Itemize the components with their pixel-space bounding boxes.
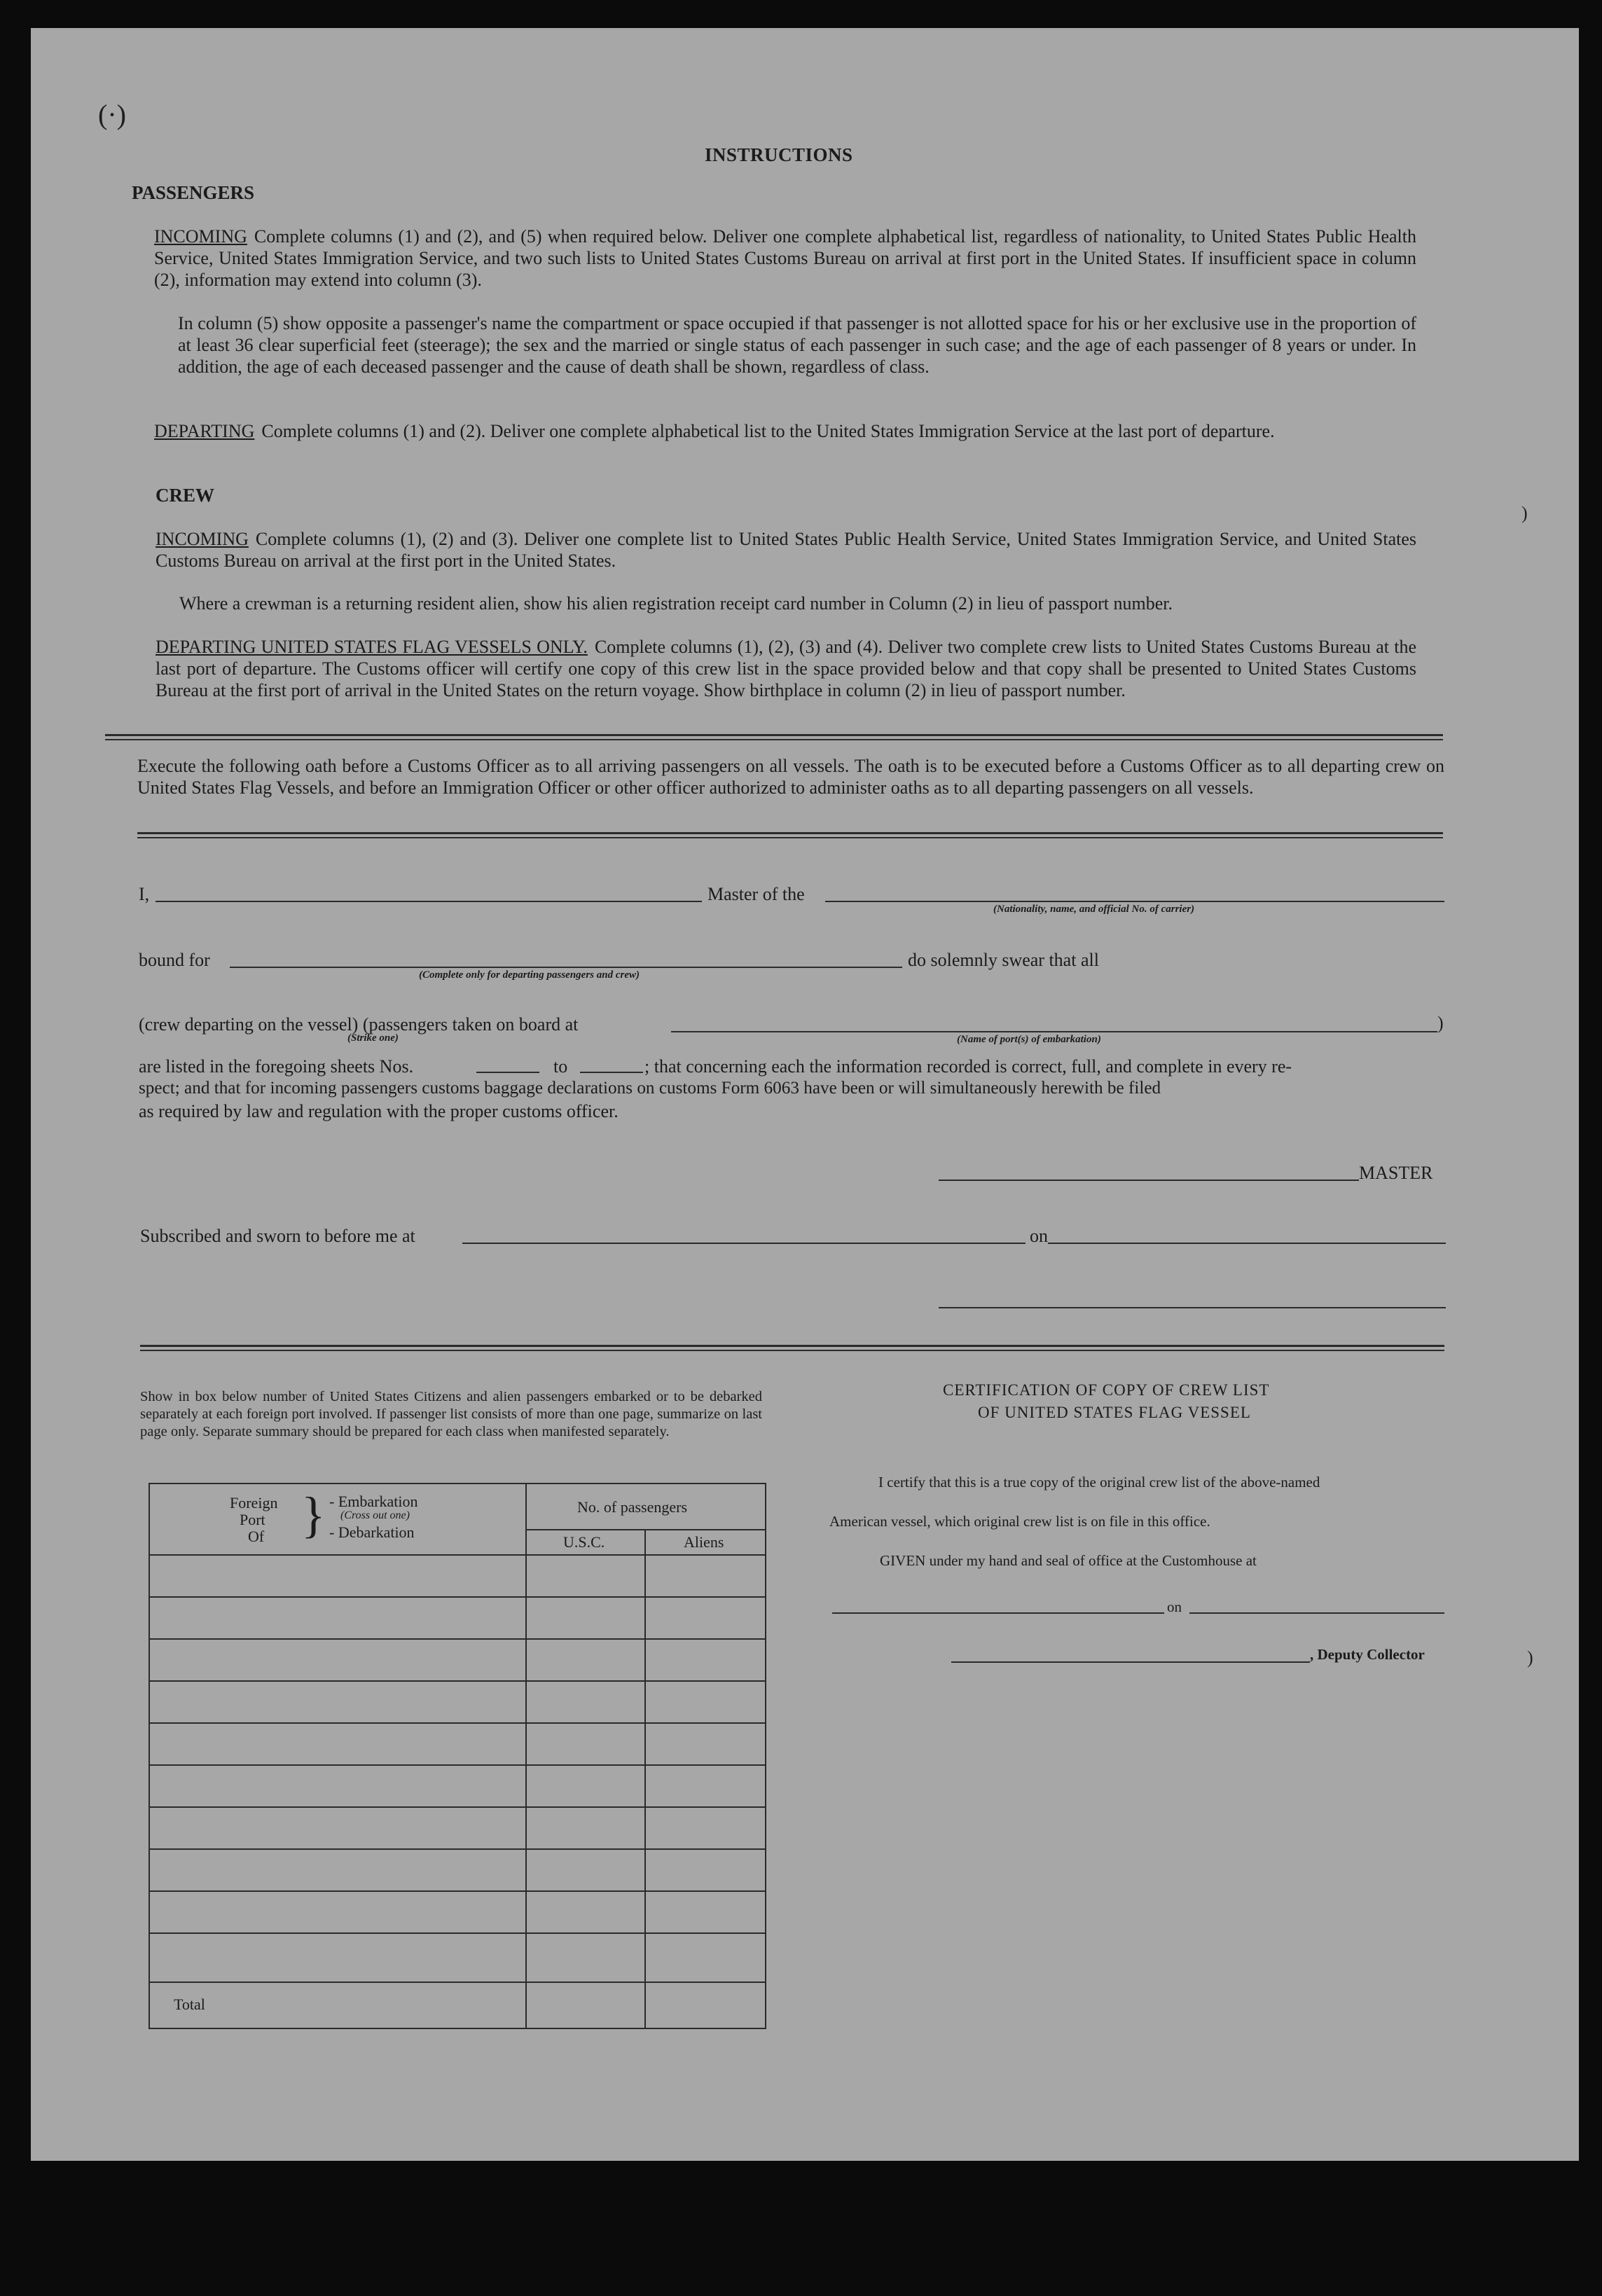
embarkation-port-field[interactable]: [671, 1031, 1437, 1032]
embarkation-label: - Embarkation: [329, 1493, 418, 1510]
bound-for-field[interactable]: [230, 967, 902, 968]
crew-departing-label: (crew departing on the vessel) (passengers taken on board at: [139, 1014, 579, 1035]
passengers-heading: PASSENGERS: [132, 182, 255, 203]
crew-alien-paragraph: Where a crewman is a returning resident alien, show his alien registration receipt card number in Column (2) in lieu of passport number.: [179, 593, 1173, 614]
cert-date-field[interactable]: [1189, 1612, 1444, 1614]
bound-for-label: bound for: [139, 950, 210, 970]
crew-departing-label: DEPARTING UNITED STATES FLAG VESSELS ONLY.: [156, 637, 588, 657]
sheet-to-field[interactable]: [580, 1072, 643, 1073]
cross-out-label: (Cross out one): [340, 1509, 410, 1521]
usc-header: U.S.C.: [563, 1533, 605, 1551]
no-passengers-header: No. of passengers: [577, 1498, 688, 1516]
listed-label-b: ; that concerning each the information recorded is correct, full, and complete in every re-: [644, 1056, 1292, 1077]
sheet-from-field[interactable]: [476, 1072, 539, 1073]
deputy-collector-label: , Deputy Collector: [1310, 1646, 1425, 1663]
departing-label: DEPARTING: [154, 421, 255, 441]
listed-line-2: spect; and that for incoming passengers customs baggage declarations on customs Form 6063 have been or will simultaneously herewith be filed: [139, 1079, 1161, 1098]
certification-title-2: OF UNITED STATES FLAG VESSEL: [978, 1404, 1251, 1421]
total-label: Total: [174, 1996, 205, 2013]
instructions-title: INSTRUCTIONS: [705, 144, 853, 165]
page: (·) ) ) INSTRUCTIONS PASSENGERS INCOMING Complete columns (1) and (2), and (5) when required below. Deliver one complete alphabetical list, regardless of nationality, to United States Public Health Service, United States Immigration Service, and two such lists to United States Customs Bureau on arrival at first port in the United States. If insufficient space in column (2), information may extend into column (3). In column (5) show opposite a passenger's name the compartment or space occupied if that passenger is not allotted space for his or her exclusive use in the proportion of at least 36 clear superficial feet (steerage); the sex and the married or single status of each passenger in such case; and the age of each passenger of 8 years or under. In addition, the age of each deceased passenger and the cause of death shall be shown, regardless of class. DEPARTING Complete columns (1) and (2). Deliver one complete alphabetical list to the United States Immigration Service at the last port of departure. CREW INCOMING Complete columns (1), (2) and (3). Deliver one complete list to United States Public Health Service, United States Immigration Service, and United States Customs Bureau on arrival at the first port in the United States. Where a crewman is a returning resident alien, show his alien registration receipt card number in Column (2) in lieu of passport number. DEPARTING UNITED STATES FLAG VESSELS ONLY. Complete columns (1), (2), (3) and (4). Deliver two complete crew lists to United States Customs Bureau at the last port of departure. The Customs officer will certify one copy of this crew list in the space provided below and that copy shall be presented to United States Customs Bureau at the first port of arrival in the United States on the return voyage. Show birthplace in column (2) in lieu of passport number. Execute the following oath before a Customs Officer as to all arriving passengers on all vessels. The oath is to be executed before a Customs Officer as to all departing crew on United States Flag Vessels, and before an Immigration Officer or other officer authorized to administer oaths as to all departing passengers on all vessels. I, Master of the (Nationality, name, and official No. of carrier) bound for (Complete only for departing passengers and crew) do solemnly swear that all (crew departing on the vessel) (passengers taken on board at (Strike one) ) (Name of port(s) of embarkation) are listed in the foregoing sheets Nos. to ; that concerning each the information recorded is correct, full, and complete in every re- spect; and that for incoming passengers customs baggage declarations on customs Form 6063 have been or will simultaneously herewith be filed as required by law and regulation with the proper customs officer. MASTER Subscribed and sworn to before me at on Show in box below number of United States Citizens and alien passengers embarked or to be debarked separately at each foreign port involved. If passenger list consists of more than one page, summarize on last page only. Separate summary should be prepared for each class when manifested separately. Foreign Port Of } - Embarkation (Cross out one) - Debarkation No. of passengers U.S.C. Aliens Total CERTIFICATION OF COPY OF CREW LIST OF UNITED STATES FLAG VESSEL I certify that this is a true copy of the original crew list of the above-named American vessel, which original crew list is on file in this office. GIVEN under my hand and seal of office at the Customhouse at on , Deputy Collector: [0, 0, 1602, 2296]
crew-incoming-label: INCOMING: [156, 529, 249, 549]
incoming-text: Complete columns (1) and (2), and (5) when required below. Deliver one complete alphabetical list, regardless of nationality, to United States Public Health Service, United States Immigration Service, and two such lists to United States Customs Bureau on arrival at first port in the United States. If insufficient space in column (2), information may extend into column (3).: [154, 226, 1416, 290]
certify-line-1: I certify that this is a true copy of the original crew list of the above-named: [878, 1474, 1320, 1491]
swear-label: do solemnly swear that all: [908, 950, 1099, 970]
sworn-date-field[interactable]: [1048, 1243, 1446, 1244]
oath-i-label: I,: [139, 884, 150, 904]
aliens-header: Aliens: [684, 1533, 724, 1551]
cert-on-label: on: [1167, 1598, 1182, 1615]
bound-for-caption: (Complete only for departing passengers and crew): [419, 969, 640, 981]
deputy-signature-field[interactable]: [951, 1661, 1310, 1663]
of-label: Of: [248, 1528, 265, 1545]
given-line: GIVEN under my hand and seal of office at the Customhouse at: [880, 1552, 1257, 1569]
port-label: Port: [240, 1511, 265, 1528]
crew-incoming-text: Complete columns (1), (2) and (3). Deliver one complete list to United States Public Health Service, United States Immigration Service, and United States Customs Bureau on arrival at the first port in the United States.: [156, 529, 1416, 571]
master-label: MASTER: [1359, 1163, 1433, 1183]
master-signature-field[interactable]: [939, 1180, 1359, 1181]
debarkation-label: - Debarkation: [329, 1523, 415, 1541]
incoming-label: INCOMING: [154, 226, 247, 247]
passengers-incoming-paragraph: [154, 226, 1416, 291]
master-of-the-label: Master of the: [707, 884, 805, 904]
summary-note: Show in box below number of United States Citizens and alien passengers embarked or to be debarked separately at each foreign port involved. If passenger list consists of more than one page, summarize on last page only. Separate summary should be prepared for each class when manifested separately.: [140, 1389, 762, 1439]
subscribed-label: Subscribed and sworn to before me at: [140, 1226, 415, 1246]
listed-to-label: to: [553, 1056, 568, 1077]
close-paren: ): [1437, 1013, 1444, 1033]
crew-departing-paragraph: [156, 636, 1416, 701]
section-divider: [105, 734, 1443, 740]
departing-text: Complete columns (1) and (2). Deliver one complete alphabetical list to the United States Immigration Service at the last port of departure.: [261, 421, 1275, 441]
listed-label-a: are listed in the foregoing sheets Nos.: [139, 1056, 414, 1077]
crew-heading: CREW: [156, 485, 215, 506]
carrier-caption: (Nationality, name, and official No. of carrier): [993, 904, 1195, 915]
column5-paragraph: In column (5) show opposite a passenger's name the compartment or space occupied if that passenger is not allotted space for his or her exclusive use in the proportion of at least 36 clear superficial feet (steerage); the sex and the married or single status of each passenger in such case; and the age of each passenger of 8 years or under. In addition, the age of each deceased passenger and the cause of death shall be shown, regardless of class.: [178, 313, 1416, 377]
passenger-summary-table: [149, 1483, 766, 2029]
brace-icon: }: [301, 1487, 326, 1543]
listed-line-3: as required by law and regulation with the proper customs officer.: [139, 1101, 619, 1121]
master-name-field[interactable]: [156, 901, 702, 902]
foreign-label: Foreign: [230, 1494, 278, 1512]
crew-incoming-paragraph: [156, 528, 1416, 572]
sworn-on-label: on: [1030, 1226, 1048, 1246]
crew-departing-text: Complete columns (1), (2), (3) and (4). Deliver two complete crew lists to United States Customs Bureau at the last port of departure. The Customs officer will certify one copy of this crew list in the space provided below and that copy shall be presented to United States Customs Bureau at the first port of arrival in the United States on the return voyage. Show birthplace in column (2) in lieu of passport number.: [156, 637, 1417, 700]
passengers-departing-paragraph: [154, 420, 1416, 442]
certification-title-1: CERTIFICATION OF COPY OF CREW LIST: [943, 1381, 1270, 1399]
section-divider: [137, 832, 1443, 838]
section-divider: [140, 1345, 1444, 1351]
carrier-field[interactable]: [825, 901, 1444, 902]
officer-signature-field[interactable]: [939, 1307, 1446, 1308]
oath-intro: Execute the following oath before a Customs Officer as to all arriving passengers on all vessels. The oath is to be executed before a Customs Officer as to all departing crew on United States Flag Vessels, and before an Immigration Officer or other officer authorized to administer oaths as to all departing passengers on all vessels.: [137, 756, 1444, 798]
customhouse-place-field[interactable]: [832, 1612, 1164, 1614]
port-caption: (Name of port(s) of embarkation): [957, 1034, 1101, 1045]
strike-one-caption: (Strike one): [347, 1032, 399, 1044]
certify-line-2: American vessel, which original crew list is on file in this office.: [829, 1513, 1210, 1530]
sworn-place-field[interactable]: [462, 1243, 1026, 1244]
